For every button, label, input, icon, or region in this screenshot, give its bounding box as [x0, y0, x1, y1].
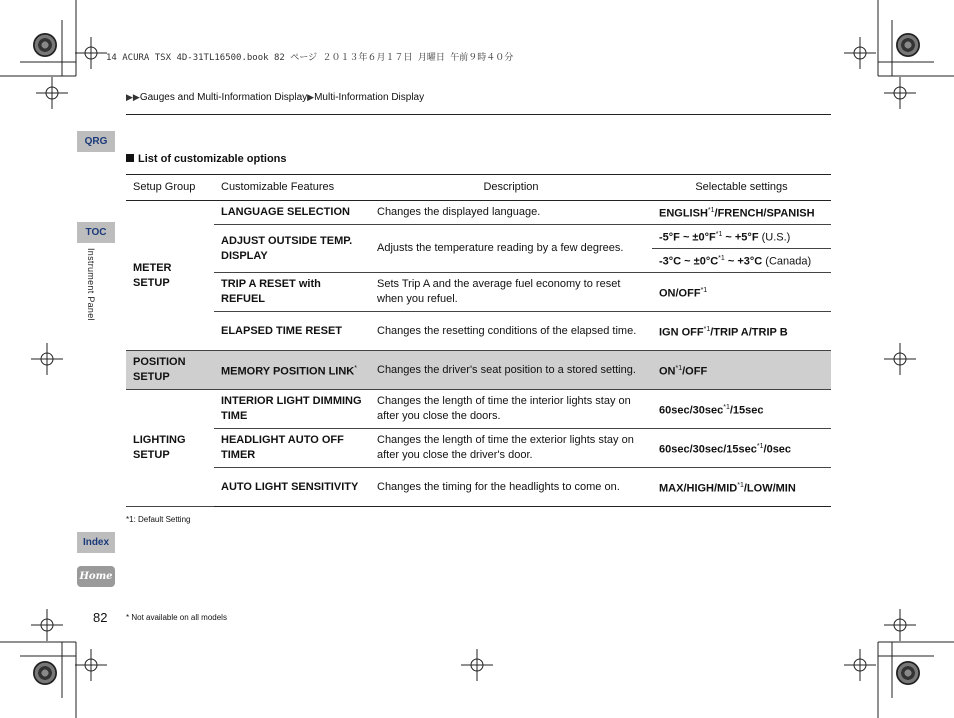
feature-label: ADJUST OUTSIDE TEMP. DISPLAY — [214, 225, 370, 273]
side-section-label: Instrument Panel — [86, 248, 96, 321]
group-lighting-setup: LIGHTING SETUP — [126, 390, 214, 507]
feature-label: AUTO LIGHT SENSITIVITY — [214, 468, 370, 507]
footnote-not-available: * Not available on all models — [126, 613, 227, 622]
header-setup-group: Setup Group — [126, 175, 214, 201]
description: Changes the driver's seat position to a stored setting. — [370, 351, 652, 390]
registration-disc — [33, 661, 57, 685]
settings-cell: IGN OFF$^{*1}$/TRIP A/TRIP B — [652, 312, 831, 351]
section-title: List of customizable options — [126, 153, 287, 165]
table-row — [126, 429, 831, 468]
table-row — [126, 273, 831, 312]
breadcrumb — [126, 92, 424, 103]
tab-qrg[interactable]: QRG — [77, 131, 115, 152]
square-bullet-icon — [126, 154, 134, 162]
settings-cell: $60\sec/30\sec/15\sec^{*1}/0\sec$ — [652, 429, 831, 468]
settings-cell: ENGLISH$^{*1}$/FRENCH/SPANISH — [652, 201, 831, 225]
tab-toc[interactable]: TOC — [77, 222, 115, 243]
description: Adjusts the temperature reading by a few degrees. — [370, 225, 652, 273]
tab-index[interactable]: Index — [77, 532, 115, 553]
settings-cell: ON/OFF$^{*1}$ — [652, 273, 831, 312]
registration-disc — [896, 33, 920, 57]
feature-label: INTERIOR LIGHT DIMMING TIME — [214, 390, 370, 429]
header-description: Description — [370, 175, 652, 201]
footnote-default-setting: *1: Default Setting — [126, 515, 191, 524]
description: Changes the resetting conditions of the elapsed time. — [370, 312, 652, 351]
table-row — [126, 312, 831, 351]
breadcrumb-arrow-icon: ▶▶ — [126, 92, 140, 102]
print-header: 14 ACURA TSX 4D-31TL16500.book 82 ページ ２０１３年６月１７日 月曜日 午前９時４０分 — [106, 53, 514, 63]
registration-disc — [896, 661, 920, 685]
feature-label: HEADLIGHT AUTO OFF TIMER — [214, 429, 370, 468]
settings-cell: MAX/HIGH/MID$^{*1}$/LOW/MIN — [652, 468, 831, 507]
description: Changes the length of time the exterior lights stay on after you close the driver's door. — [370, 429, 652, 468]
description: Changes the length of time the interior lights stay on after you close the doors. — [370, 390, 652, 429]
feature-label: TRIP A RESET with REFUEL — [214, 273, 370, 312]
table-header-row — [126, 175, 831, 201]
description: Sets Trip A and the average fuel economy to reset when you refuel. — [370, 273, 652, 312]
tab-home[interactable]: Home — [77, 566, 115, 587]
settings-cell: ON$^{*1}$/OFF — [652, 351, 831, 390]
table-row — [126, 225, 831, 249]
description: Changes the timing for the headlights to come on. — [370, 468, 652, 507]
header-settings: Selectable settings — [652, 175, 831, 201]
header-divider — [126, 114, 831, 115]
breadcrumb-arrow-icon: ▶ — [307, 92, 315, 102]
table-row — [126, 201, 831, 225]
description: Changes the displayed language. — [370, 201, 652, 225]
table-row — [126, 351, 831, 390]
group-position-setup: POSITION SETUP — [126, 351, 214, 390]
feature-label: MEMORY POSITION LINK* — [214, 351, 370, 390]
group-meter-setup: METER SETUP — [126, 201, 214, 351]
feature-label: LANGUAGE SELECTION — [214, 201, 370, 225]
breadcrumb-link-gauges[interactable]: Gauges and Multi-Information Display — [139, 92, 308, 103]
settings-cell: -3°C ~ $\pm 0^\circ C^{*1}$ ~ +3°C (Canada) — [652, 249, 831, 273]
settings-cell: $60\sec/30\sec^{*1}/15\sec$ — [652, 390, 831, 429]
table-row — [126, 468, 831, 507]
page-number: 82 — [93, 610, 108, 625]
registration-disc — [33, 33, 57, 57]
settings-cell: -5°F ~ $\pm 0^\circ F^{*1}$ ~ +5°F (U.S.) — [652, 225, 831, 249]
feature-label: ELAPSED TIME RESET — [214, 312, 370, 351]
header-features: Customizable Features — [214, 175, 370, 201]
options-table — [126, 174, 831, 507]
table-row — [126, 390, 831, 429]
breadcrumb-link-mid[interactable]: Multi-Information Display — [314, 92, 425, 103]
